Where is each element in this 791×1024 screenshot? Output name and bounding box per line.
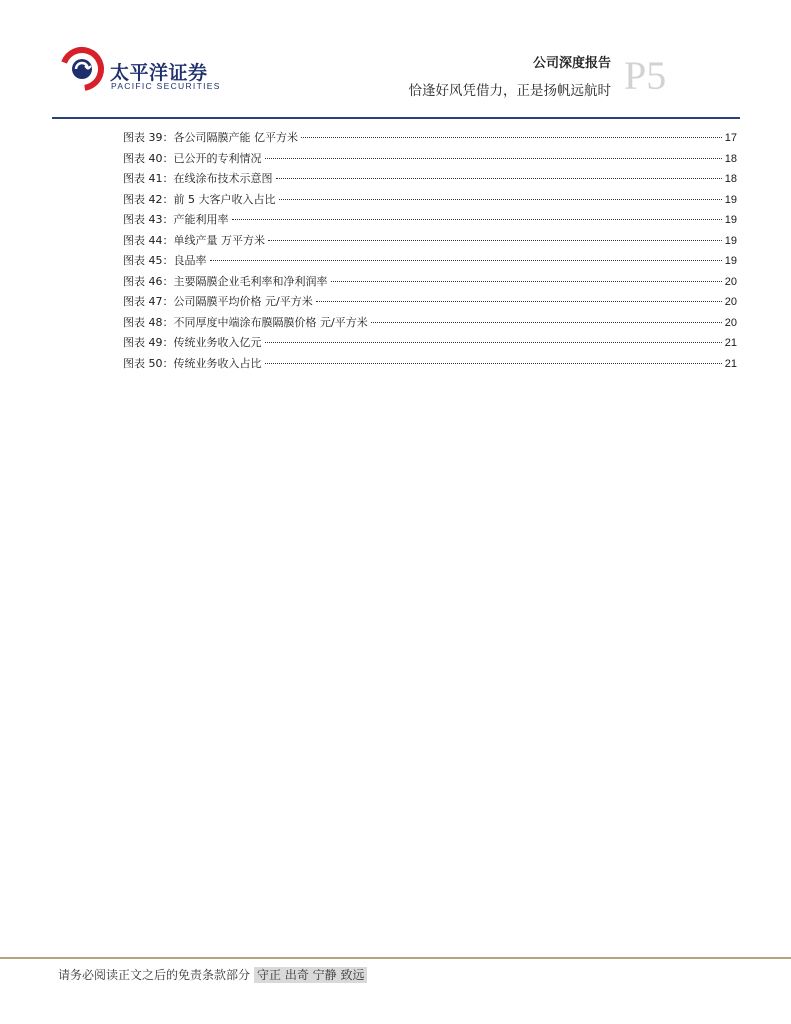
report-subtitle: 恰逢好风凭借力，正是扬帆远航时: [408, 83, 611, 99]
toc-entry-page: 18: [724, 152, 737, 165]
toc-entry[interactable]: [123, 150, 737, 171]
toc-entry-label: 图表 45：良品率: [123, 254, 207, 267]
pacific-securities-logo-icon: [58, 44, 106, 94]
toc-entry[interactable]: [123, 232, 737, 253]
toc-entry-page: 20: [724, 275, 737, 288]
footer-motto: 守正 出奇 宁静 致远: [254, 967, 367, 983]
report-type: 公司深度报告: [532, 56, 611, 71]
toc-entry-page: 21: [724, 357, 737, 370]
toc-entry-label: 图表 48：不同厚度中端涂布膜隔膜价格 元/平方米: [123, 315, 368, 329]
toc-dot-leader: [371, 322, 722, 323]
toc-entry[interactable]: [123, 211, 737, 232]
toc-dot-leader: [268, 240, 722, 241]
toc-dot-leader: [276, 178, 722, 179]
company-logo: [58, 44, 221, 94]
toc-entry-label: 图表 42：前 5 大客户收入占比: [123, 192, 276, 206]
footer: [58, 966, 367, 983]
toc-entry-page: 17: [724, 132, 737, 144]
toc-entry-label: 图表 50：传统业务收入占比: [123, 356, 262, 370]
toc-entry-page: 21: [724, 337, 737, 349]
toc-entry-page: 20: [724, 316, 737, 329]
toc-entry-label: 图表 41：在线涂布技术示意图: [123, 172, 273, 185]
footer-disclaimer: 请务必阅读正文之后的免责条款部分: [58, 968, 251, 982]
footer-divider: [0, 957, 791, 959]
toc-entry[interactable]: [123, 314, 737, 335]
toc-entry-label: 图表 43：产能利用率: [123, 213, 229, 226]
toc-dot-leader: [265, 363, 722, 364]
toc-entry[interactable]: [123, 191, 737, 212]
toc-entry[interactable]: [123, 129, 737, 150]
toc-dot-leader: [210, 260, 722, 261]
toc-entry[interactable]: [123, 273, 737, 294]
toc-dot-leader: [265, 158, 722, 159]
toc-entry-page: 19: [724, 234, 737, 247]
logo-text-cn: 太平洋证券: [110, 62, 208, 84]
toc-entry[interactable]: [123, 170, 737, 191]
toc-dot-leader: [232, 219, 722, 220]
toc-dot-leader: [265, 342, 722, 343]
toc-dot-leader: [316, 301, 722, 302]
toc-dot-leader: [279, 199, 722, 200]
toc-entry-label: 图表 44：单线产量 万平方米: [123, 233, 265, 247]
logo-text-en: PACIFIC SECURITIES: [111, 81, 221, 91]
toc-entry-label: 图表 46：主要隔膜企业毛利率和净利润率: [123, 274, 328, 288]
toc-dot-leader: [301, 137, 722, 138]
toc-entry-label: 图表 49：传统业务收入亿元: [123, 336, 262, 349]
toc-entry-page: 18: [724, 173, 737, 185]
toc-dot-leader: [331, 281, 722, 282]
toc-entry-label: 图表 47：公司隔膜平均价格 元/平方米: [123, 295, 313, 308]
toc-entry-page: 19: [724, 255, 737, 267]
toc-entry-page: 19: [724, 193, 737, 206]
header-divider: [52, 117, 740, 119]
toc-entry-label: 图表 39：各公司隔膜产能 亿平方米: [123, 131, 298, 144]
toc-entry-page: 20: [724, 296, 737, 308]
toc-entry-label: 图表 40：已公开的专利情况: [123, 151, 262, 165]
table-of-figures: [123, 129, 737, 375]
toc-entry[interactable]: [123, 334, 737, 355]
toc-entry-page: 19: [724, 214, 737, 226]
toc-entry[interactable]: [123, 252, 737, 273]
toc-entry[interactable]: [123, 293, 737, 314]
page-number: P5: [624, 53, 667, 98]
toc-entry[interactable]: [123, 355, 737, 376]
